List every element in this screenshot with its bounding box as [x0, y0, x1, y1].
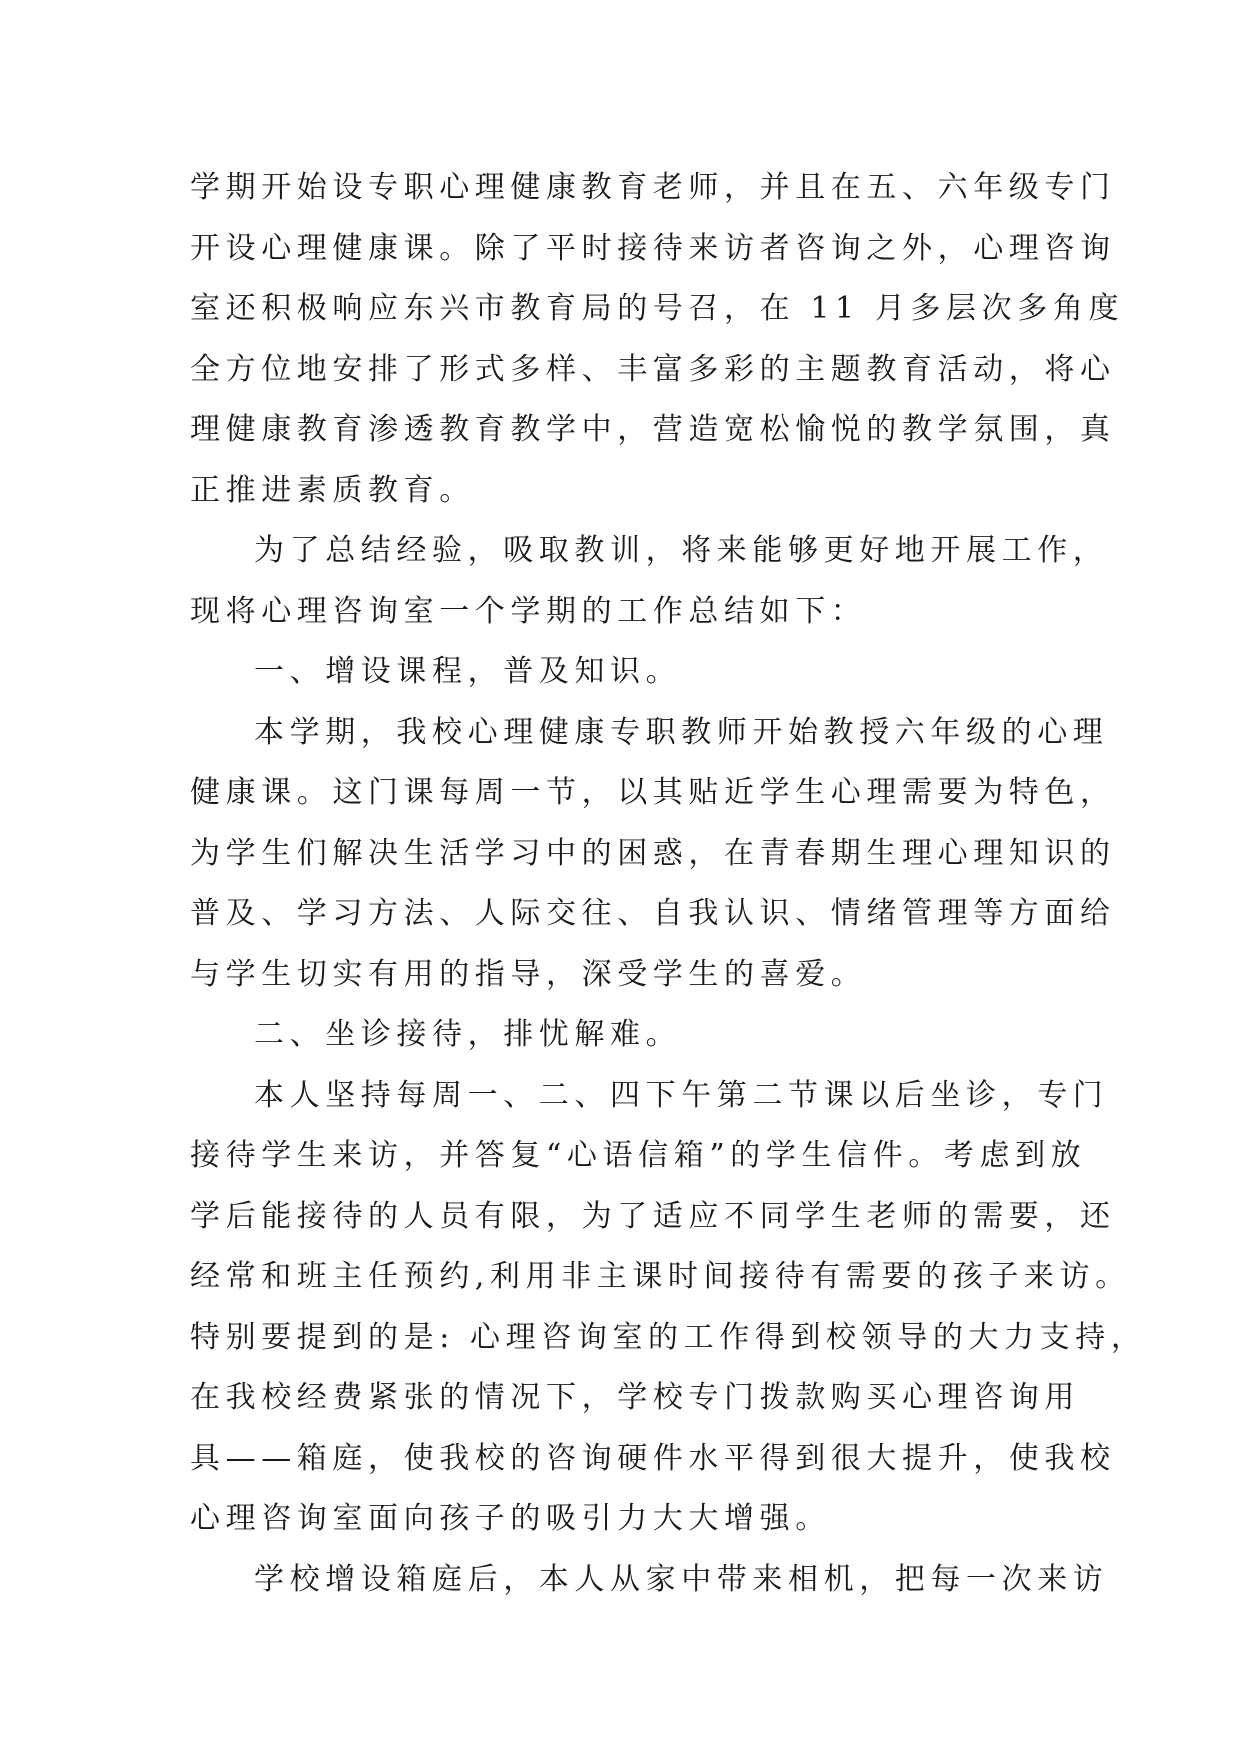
paragraph-first-line: 本学期，我校心理健康专职教师开始教授六年级的心理 — [254, 714, 1109, 750]
body-line: 为学生们解决生活学习中的困惑，在青春期生理心理知识的 — [190, 835, 1116, 871]
body-line: 学期开始设专职心理健康教育老师，并且在五、六年级专门 — [190, 170, 1116, 205]
body-line: 全方位地安排了形式多样、丰富多彩的主题教育活动，将心 — [190, 351, 1116, 387]
document-body — [190, 158, 1147, 1610]
paragraph-first-line: 本人坚持每周一、二、四下午第二节课以后坐诊，专门 — [254, 1077, 1109, 1113]
body-line: 室还积极响应东兴市教育局的号召，在 11 月多层次多角度 — [190, 291, 1125, 326]
body-line: 在我校经费紧张的情况下，学校专门拨款购买心理咨询用 — [190, 1380, 1080, 1415]
body-line: 开设心理健康课。除了平时接待来访者咨询之外，心理咨询 — [190, 230, 1116, 266]
body-line: 理健康教育渗透教育教学中，营造宽松愉悦的教学氛围，真 — [190, 412, 1116, 447]
body-line: 经常和班主任预约,利用非主课时间接待有需要的孩子来访。 — [190, 1259, 1131, 1294]
body-line: 健康课。这门课每周一节，以其贴近学生心理需要为特色， — [190, 775, 1116, 810]
section-heading: 二、坐诊接待，排忧解难。 — [254, 1017, 682, 1052]
body-line: 普及、学习方法、人际交往、自我认识、情绪管理等方面给 — [190, 896, 1116, 931]
body-line: 与学生切实有用的指导，深受学生的喜爱。 — [190, 956, 867, 992]
paragraph-first-line: 为了总结经验，吸取教训，将来能够更好地开展工作， — [254, 533, 1109, 568]
body-line: 现将心理咨询室一个学期的工作总结如下： — [190, 593, 867, 629]
body-line: 正推进素质教育。 — [190, 472, 475, 508]
body-line: 特别要提到的是: 心理咨询室的工作得到校领导的大力支持， — [190, 1319, 1147, 1355]
body-line: 心理咨询室面向孩子的吸引力大大增强。 — [190, 1501, 831, 1536]
body-line: 接待学生来访，并答复“心语信箱”的学生信件。考虑到放 — [190, 1138, 1087, 1173]
body-line: 具——箱庭，使我校的咨询硬件水平得到很大提升，使我校 — [190, 1440, 1116, 1476]
body-line: 学后能接待的人员有限，为了适应不同学生老师的需要，还 — [190, 1198, 1116, 1234]
section-heading: 一、增设课程，普及知识。 — [254, 654, 682, 689]
paragraph-first-line: 学校增设箱庭后，本人从家中带来相机，把每一次来访 — [254, 1561, 1109, 1597]
